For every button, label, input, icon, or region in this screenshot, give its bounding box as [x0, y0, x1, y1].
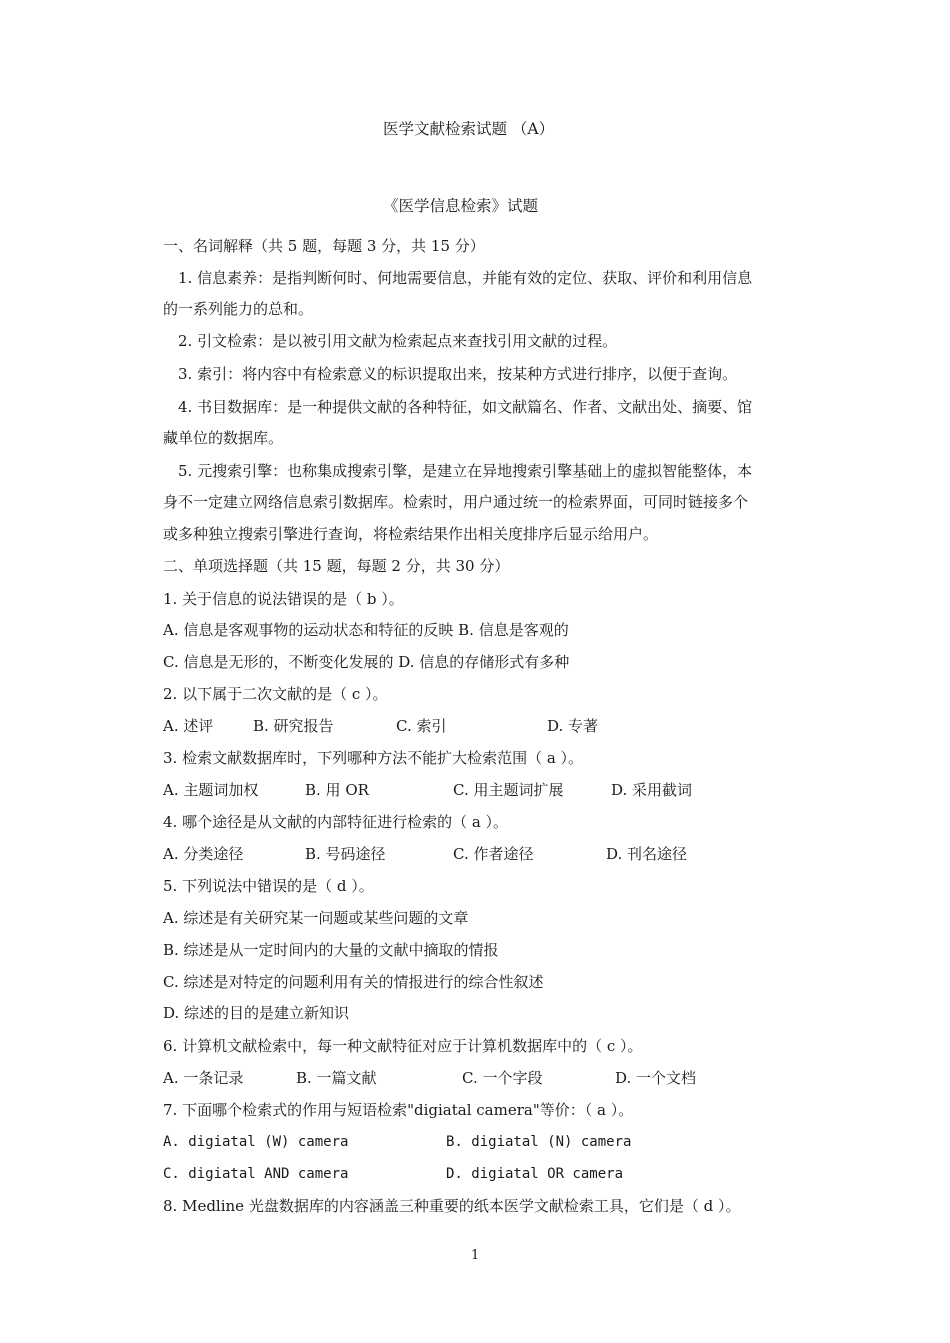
- q7-option-b: B. digiatal (N) camera: [446, 1134, 632, 1150]
- q6-stem: 6. 计算机文献检索中，每一种文献特征对应于计算机数据库中的（ c ）。: [163, 1037, 643, 1055]
- q8-stem: 8. Medline 光盘数据库的内容涵盖三种重要的纸本医学文献检索工具，它们是（ d ）。: [163, 1197, 741, 1215]
- q1-options-line2: C. 信息是无形的，不断变化发展的 D. 信息的存储形式有多种: [163, 653, 570, 671]
- q5-option-b: B. 综述是从一定时间内的大量的文献中摘取的情报: [163, 941, 499, 959]
- page-number: 1: [471, 1248, 480, 1263]
- q1-options-line1: A. 信息是客观事物的运动状态和特征的反映 B. 信息是客观的: [163, 621, 569, 639]
- q7-option-d: D. digiatal OR camera: [446, 1166, 624, 1182]
- exam-title: 《医学信息检索》试题: [383, 197, 539, 215]
- q5-option-d: D. 综述的目的是建立新知识: [163, 1004, 350, 1022]
- q2-option-a: A. 述评: [163, 717, 214, 735]
- q2-option-d: D. 专著: [547, 717, 599, 735]
- q4-option-a: A. 分类途径: [163, 845, 244, 863]
- section1-heading: 一、名词解释（共 5 题，每题 3 分，共 15 分）: [163, 237, 485, 255]
- term4-line1: 4. 书目数据库：是一种提供文献的各种特征，如文献篇名、作者、文献出处、摘要、馆: [178, 398, 753, 416]
- q2-stem: 2. 以下属于二次文献的是（ c ）。: [163, 685, 388, 703]
- q6-option-d: D. 一个文档: [615, 1069, 697, 1087]
- term1-line2: 的一系列能力的总和。: [163, 300, 314, 318]
- q7-option-a: A. digiatal (W) camera: [163, 1134, 349, 1150]
- q6-option-b: B. 一篇文献: [296, 1069, 377, 1087]
- q5-stem: 5. 下列说法中错误的是（ d ）。: [163, 877, 374, 895]
- q1-stem: 1. 关于信息的说法错误的是（ b ）。: [163, 590, 404, 608]
- q3-stem: 3. 检索文献数据库时，下列哪种方法不能扩大检索范围（ a ）。: [163, 749, 584, 767]
- q3-option-b: B. 用 OR: [305, 781, 369, 799]
- q5-option-a: A. 综述是有关研究某一问题或某些问题的文章: [163, 909, 469, 927]
- q2-option-b: B. 研究报告: [253, 717, 334, 735]
- section2-heading: 二、单项选择题（共 15 题，每题 2 分，共 30 分）: [163, 557, 510, 575]
- term5-line2: 身不一定建立网络信息索引数据库。检索时，用户通过统一的检索界面，可同时链接多个: [163, 493, 749, 511]
- q4-option-d: D. 刊名途径: [606, 845, 688, 863]
- q7-option-c: C. digiatal AND camera: [163, 1166, 349, 1182]
- q3-option-d: D. 采用截词: [611, 781, 693, 799]
- term2-line1: 2. 引文检索：是以被引用文献为检索起点来查找引用文献的过程。: [178, 332, 618, 350]
- q3-option-c: C. 用主题词扩展: [453, 781, 564, 799]
- term1-line1: 1. 信息素养：是指判断何时、何地需要信息，并能有效的定位、获取、评价和利用信息: [178, 269, 753, 287]
- q4-option-b: B. 号码途径: [305, 845, 386, 863]
- term4-line2: 藏单位的数据库。: [163, 429, 284, 447]
- q3-option-a: A. 主题词加权: [163, 781, 259, 799]
- term5-line1: 5. 元搜索引擎：也称集成搜索引擎，是建立在异地搜索引擎基础上的虚拟智能整体，本: [178, 462, 753, 480]
- q4-option-c: C. 作者途径: [453, 845, 534, 863]
- document-title: 医学文献检索试题 （A）: [383, 120, 555, 138]
- q2-option-c: C. 索引: [396, 717, 447, 735]
- q6-option-c: C. 一个字段: [462, 1069, 543, 1087]
- term5-line3: 或多种独立搜索引擎进行查询，将检索结果作出相关度排序后显示给用户。: [163, 525, 659, 543]
- q5-option-c: C. 综述是对特定的问题利用有关的情报进行的综合性叙述: [163, 973, 544, 991]
- q7-stem: 7. 下面哪个检索式的作用与短语检索"digiatal camera"等价：（ a ）。: [163, 1101, 634, 1119]
- q4-stem: 4. 哪个途径是从文献的内部特征进行检索的（ a ）。: [163, 813, 509, 831]
- term3-line1: 3. 索引：将内容中有检索意义的标识提取出来，按某种方式进行排序，以便于查询。: [178, 365, 738, 383]
- q6-option-a: A. 一条记录: [163, 1069, 244, 1087]
